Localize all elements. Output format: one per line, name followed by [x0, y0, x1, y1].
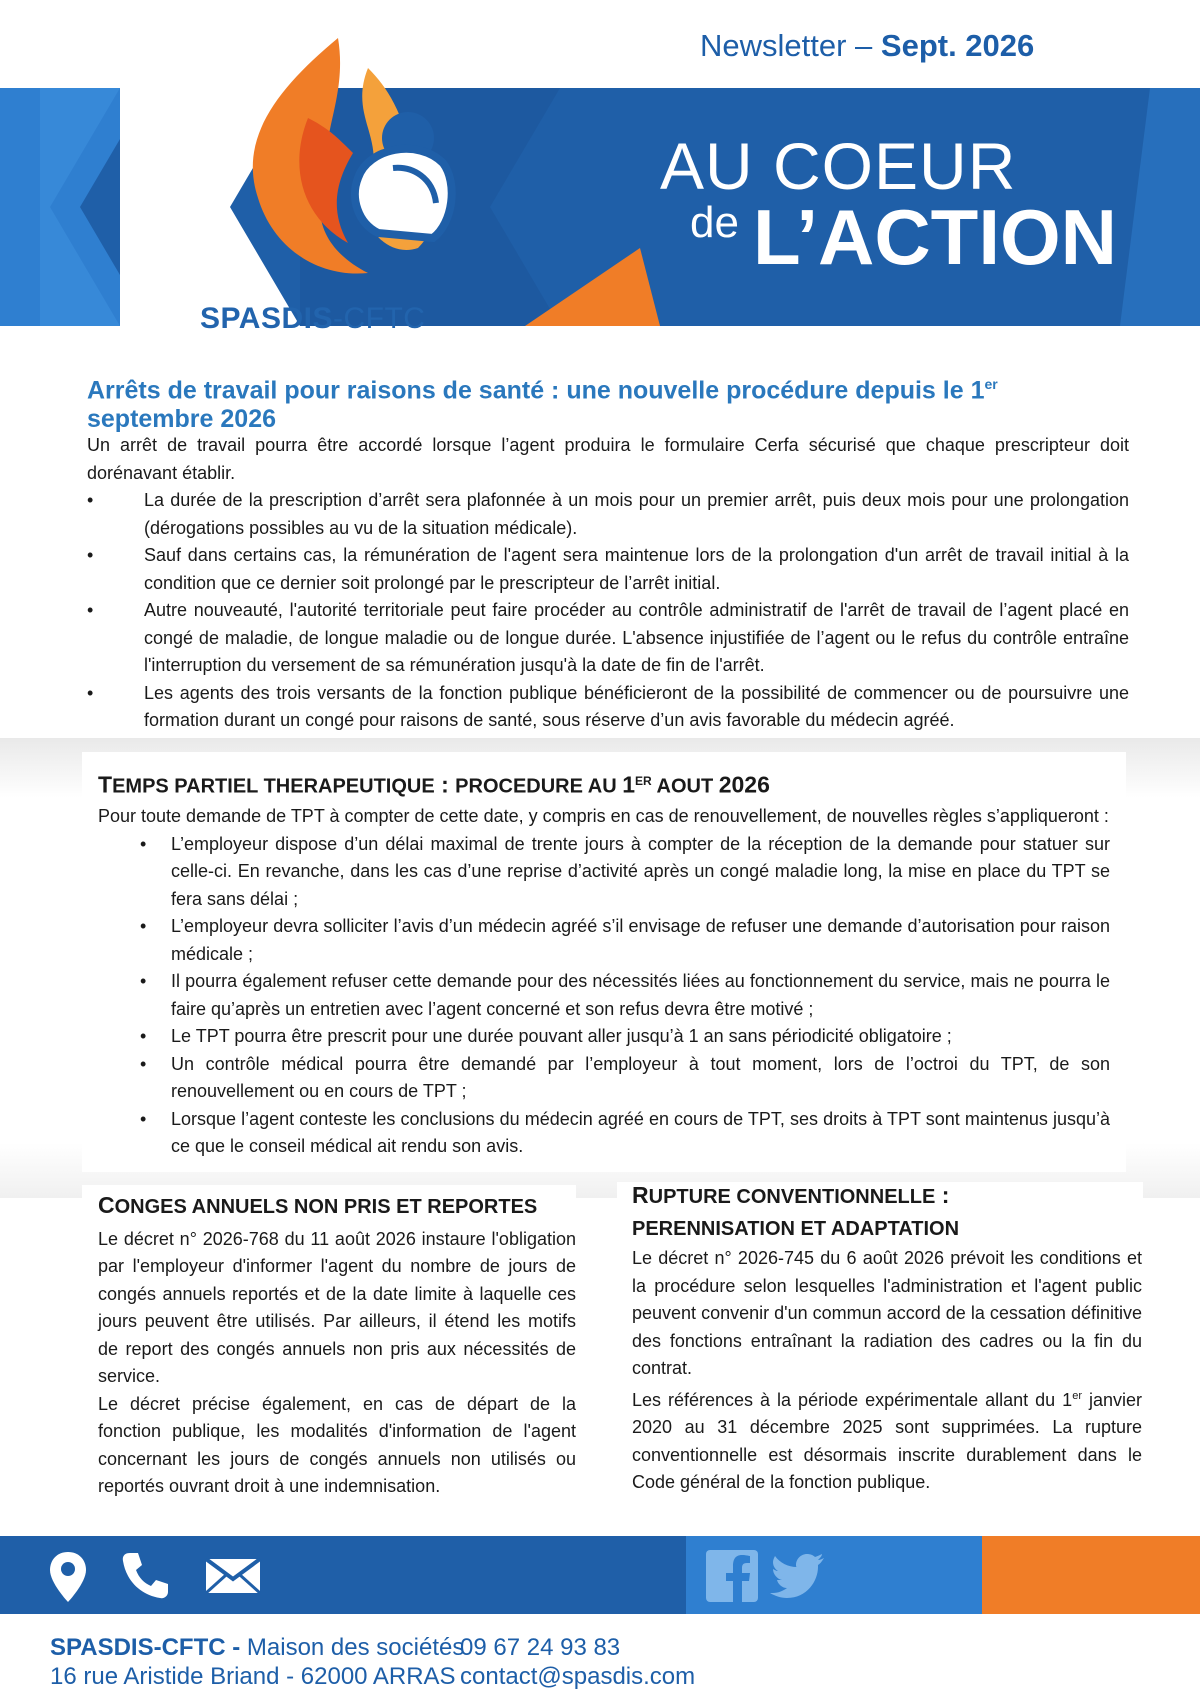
footer-address: 16 rue Aristide Briand - 62000 ARRAS: [50, 1663, 456, 1690]
footer-org-line: SPASDIS-CFTC - Maison des sociétés: [50, 1634, 465, 1661]
phone-icon[interactable]: [120, 1550, 170, 1600]
section3-title: CONGES ANNUELS NON PRIS ET REPORTES: [98, 1192, 538, 1218]
footer-email[interactable]: contact@spasdis.com: [460, 1663, 696, 1690]
section1-item: • Les agents des trois versants de la fonction publique bénéficieront de la possibilité de commencer ou de poursuivre une formation durant un congé pour raisons de santé, sous réserve d’un avis favorable du médecin agréé.: [87, 682, 1129, 730]
section2-item: • Lorsque l’agent conteste les conclusions du médecin agréé en cours de TPT, ses droits à TPT sont maintenus jusqu’à ce que le conseil médical ait rendu son avis.: [140, 1108, 1110, 1157]
section2-title: TEMPS PARTIEL THERAPEUTIQUE : PROCEDURE AU 1ER AOUT 2026: [98, 771, 770, 798]
section1-body: [87, 432, 1129, 735]
logo-flame-firefighter: [218, 28, 478, 298]
section2-item: • L’employeur dispose d’un délai maximal de trente jours à compter de la réception de la demande pour statuer sur celle-ci. En revanche, dans les cas d’une reprise d’activité après un congé maladie long, la mise en place du TPT se fera sans délai ;: [140, 833, 1110, 909]
section2: [98, 768, 1110, 1161]
section2-item: • Un contrôle médical pourra être demandé par l’employeur à tout moment, lors de l’octroi du TPT, de son renouvellement ou en cours de TPT ;: [140, 1053, 1110, 1102]
section4-subtitle: PERENNISATION ET ADAPTATION: [632, 1217, 960, 1240]
section2-item: • Le TPT pourra être prescrit pour une durée pouvant aller jusqu’à 1 an sans périodicité obligatoire ;: [140, 1026, 952, 1047]
footer-bar: [0, 1536, 1200, 1614]
section4-para1: Le décret n° 2026-745 du 6 août 2026 prévoit les conditions et la procédure selon lesquelles l'administration et l'agent public peuvent convenir d'un commun accord de la cessation définitive des fonctions entraînant la radiation des cadres ou la fin du contrat.: [632, 1248, 1142, 1378]
twitter-icon[interactable]: [770, 1552, 826, 1600]
section2-item: • L’employeur devra solliciter l’avis d’un médecin agréé s’il envisage de refuser une demande d’autorisation pour raison médicale ;: [140, 916, 1110, 964]
banner-title-line1: AU COEUR: [660, 129, 1017, 203]
banner-title-action: L’ACTION: [753, 193, 1117, 281]
section1-item: • Autre nouveauté, l'autorité territoriale peut faire procéder au contrôle administratif de l'arrêt de travail de l’agent placé en congé de maladie, de longue maladie ou de longue durée. L'absence injustifiée de l’agent ou le refus du contrôle entraîne l'interruption du versement de sa rémunération jusqu'à la date de fin de l'arrêt.: [87, 600, 1129, 675]
location-icon[interactable]: [48, 1550, 88, 1604]
mail-icon[interactable]: [204, 1557, 262, 1595]
section1-title: Arrêts de travail pour raisons de santé : une nouvelle procédure depuis le 1er septembre 2026: [87, 376, 998, 434]
section3: [82, 1192, 576, 1501]
section4-title: RUPTURE CONVENTIONNELLE :: [632, 1182, 950, 1208]
section3-para1: Le décret n° 2026-768 du 11 août 2026 instaure l'obligation par l'employeur d'informer l'agent du nombre de jours de congés annuels reportés et de la date limite à laquelle ces jours peuvent être utilisés. Par ailleurs, il étend les motifs de report des congés annuels non pris aux nécessités de service.: [98, 1228, 576, 1386]
section2-item: • Il pourra également refuser cette demande pour des nécessités liées au fonctionnement du service, mais ne pourra le faire qu’après un entretien avec l’agent concerné et son refus devra être motivé ;: [140, 971, 1110, 1019]
footer-phone[interactable]: 09 67 24 93 83: [460, 1634, 621, 1661]
section1-item: • La durée de la prescription d’arrêt sera plafonnée à un mois pour un premier arrêt, puis deux mois pour une prolongation (dérogations possibles au vu de la situation médicale).: [87, 490, 1129, 538]
facebook-icon[interactable]: [706, 1550, 758, 1602]
section2-list: [98, 831, 1110, 1161]
section4-para2: Les références à la période expérimentale allant du 1er janvier 2020 au 31 décembre 2025 sont supprimées. La rupture conventionnelle est désormais inscrite durablement dans le Code général de la fonction publique.: [632, 1389, 1143, 1492]
footer-bar-orange-segment: [982, 1536, 1200, 1614]
org-logo-text: SPASDIS-CFTC: [200, 302, 426, 335]
section1-intro: Un arrêt de travail pourra être accordé lorsque l’agent produira le formulaire Cerfa sécurisé que chaque prescripteur doit dorénavant établir.: [87, 435, 1129, 483]
section2-intro: Pour toute demande de TPT à compter de cette date, y compris en cas de renouvellement, de nouvelles règles s’appliqueront :: [98, 806, 1109, 827]
banner-title-de: de: [690, 198, 739, 247]
section3-para2: Le décret précise également, en cas de départ de la fonction publique, les modalités d'information de l'agent concernant les jours de congés annuels non utilisés ou reportés ouvrant droit à une indemnisation.: [98, 1393, 576, 1496]
section1-item: • Sauf dans certains cas, la rémunération de l'agent sera maintenue lors de la prolongation d'un arrêt de travail initial à la condition que ce dernier soit prolongé par le prescripteur de l’arrêt initial.: [87, 545, 1129, 593]
section4: [630, 1182, 1142, 1497]
newsletter-date: Newsletter – Sept. 2026: [700, 28, 1035, 63]
